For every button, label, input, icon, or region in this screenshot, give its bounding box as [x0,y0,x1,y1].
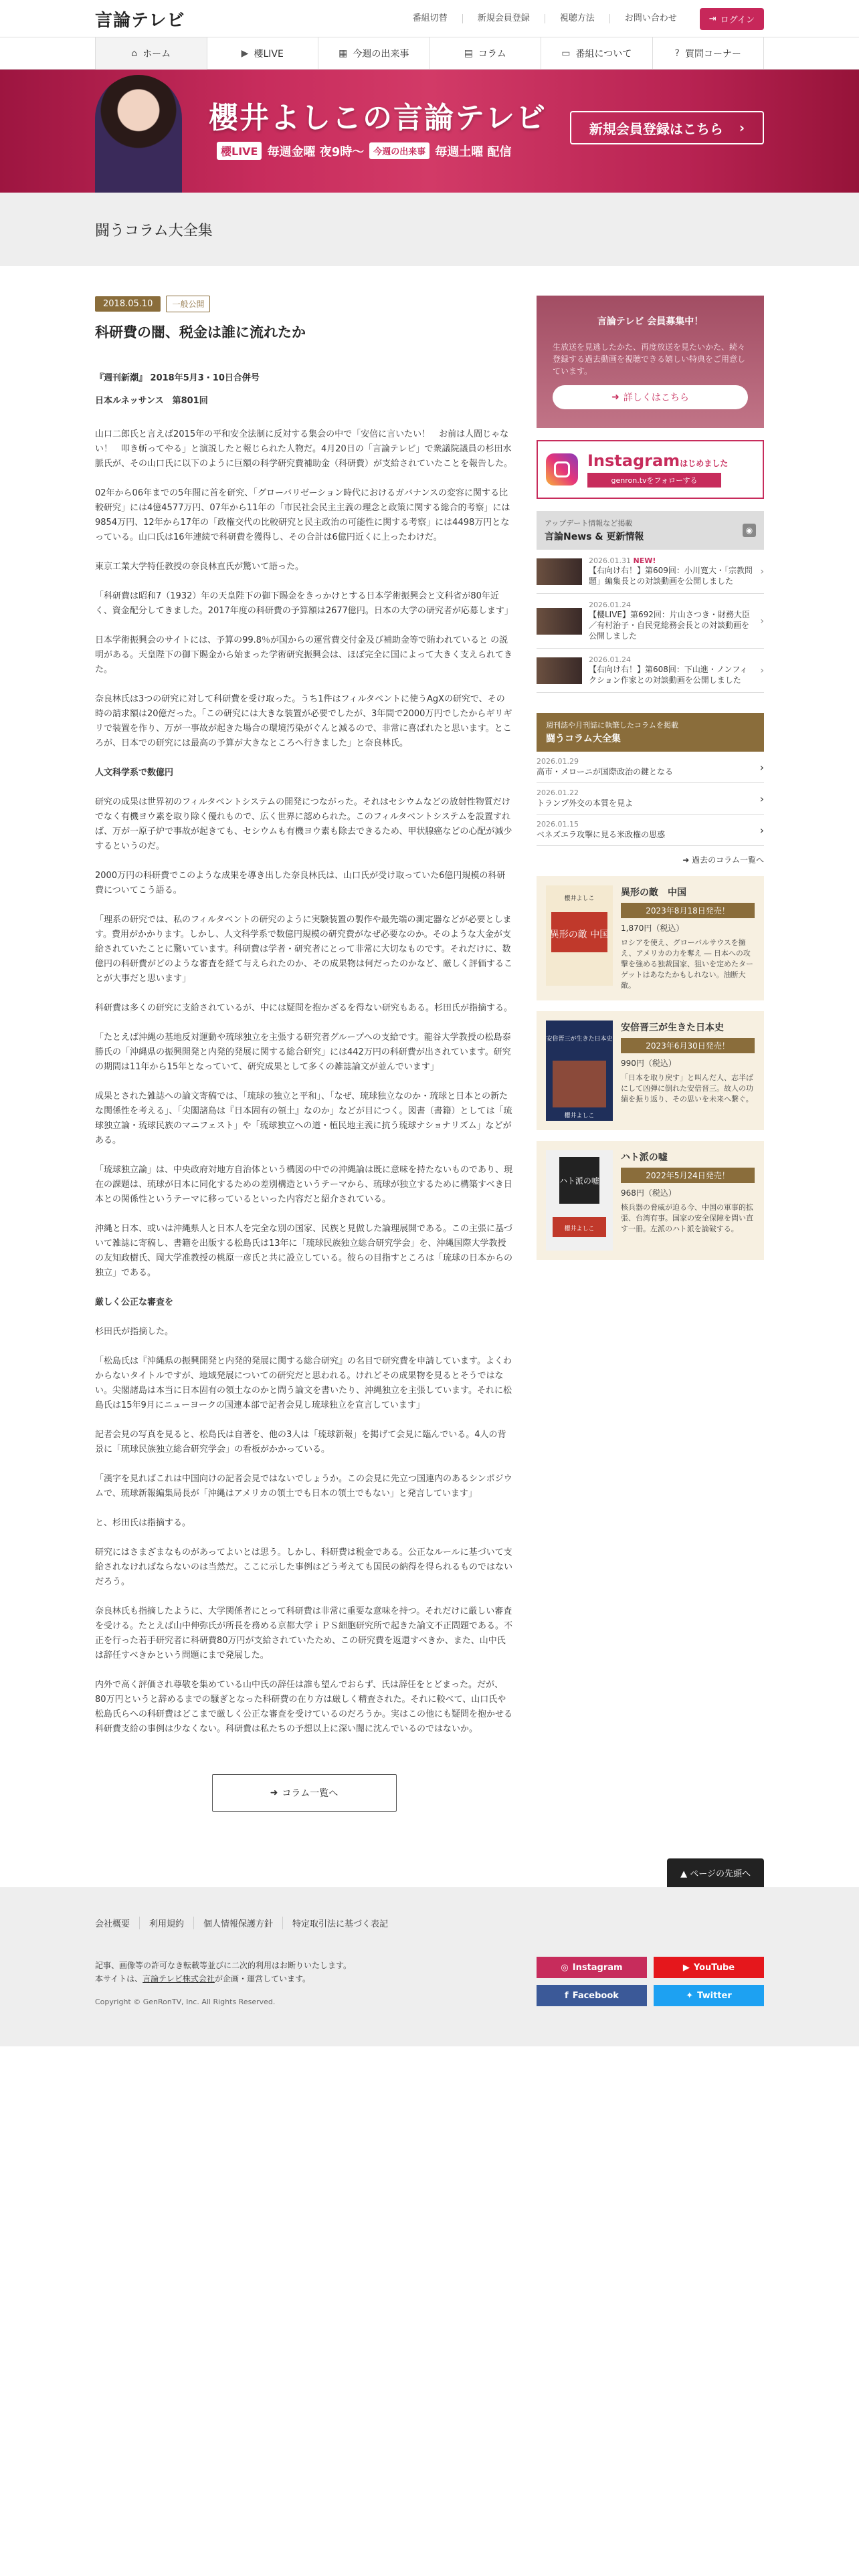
arrow-circle-icon: ➜ [611,392,619,403]
article-title: 科研費の闇、税金は誰に流れたか [95,324,306,340]
book-price: 968円（税込） [621,1188,676,1198]
nav-about[interactable]: ▭ 番組について [541,37,652,70]
news-thumbnail [537,608,582,635]
link-signup[interactable]: 新規会員登録 [462,14,545,23]
column-item[interactable]: 2026.01.15 ベネズエラ攻撃に見る米政権の思惑 › [537,815,764,846]
article-lead: 『週刊新潮』 2018年5月3・10日合併号 日本ルネッサンス 第801回 [95,373,260,406]
article [95,296,513,1812]
article-paragraph: 奈良林氏も指摘したように、大学関係者にとって科研費は非常に重要な意味を持つ。それだけに厳しい審査を受ける。たとえば山中伸弥氏が所長を務める京都大学ｉＰＳ細胞研究所で起きた論文不正問題である。不正を行った若手研究者に科研費80万円が支給されていたため、この研究費を返還すべきか、また、山中氏は辞任すべきかという問題にまで発展した。 [95,1606,513,1660]
page-title: 闘うコラム大全集 [95,222,213,239]
monitor-icon: ▭ [561,48,571,59]
instagram-follow: genron.tvをフォローする [587,473,721,488]
column-list-button[interactable]: ➜ コラム一覧へ [212,1774,397,1812]
facebook-button[interactable]: f Facebook [537,1985,647,2006]
global-nav [0,37,859,70]
facebook-icon: f [565,1990,569,2001]
login-icon: ⇥ [708,13,717,24]
social-buttons [537,1957,764,2006]
arrow-up-icon: ▲ [680,1869,688,1879]
article-paragraph: 「科研費は昭和7（1932）年の天皇陛下の御下賜金をきっかけとする日本学術振興会と文科省が80年近く、資金配分してきました。2017年度の科研費の予算額は2677億円。日本の大学の研究者が応募します」 [95,591,513,616]
book-desc: 「日本を取り戻す」と叫んだ人、志半ばにして凶弾に倒れた安倍晋三。故人の功績を振り返り、その思いを未来へ繋ぐ。 [621,1073,753,1103]
chevron-right-icon: › [759,823,764,837]
book-date: 2023年6月30日発売！ [621,1038,755,1053]
company-link[interactable]: 言論テレビ株式会社 [142,1974,215,1983]
calendar-icon: ▦ [339,48,348,59]
news-thumbnail [537,558,582,585]
book-cover-author: 櫻井よしこ [564,895,595,902]
column-item[interactable]: 2026.01.22 トランプ外交の本質を見よ › [537,783,764,815]
article-paragraph: 成果とされた雑誌への論文寄稿では、「琉球の独立と平和」、「なぜ、琉球独立なのか・琉球と日本との新たな関係性を考える」、「尖閣諸島は『日本固有の領土』なのか」などが目につく。図書（書籍）としては「琉球独立論・琉球民族のマニフェスト」や「琉球独立への道・植民地主義に抗う琉球ナショナリズム」などがある。 [95,1091,512,1146]
link-program-switch[interactable]: 番組切替 [412,13,448,23]
article-paragraph: 「琉球独立論」は、中央政府対地方自治体という構図の中での沖縄論は既に意味を持たないものであり、現在の課題は、琉球が日本に同化するための差別構造というテーマから、琉球が独立するために構築すべき日本との関係性というテーマに移っているといった内容だと紹介されている。 [95,1165,513,1204]
footer-links [95,1917,397,1929]
article-paragraph: 「漢字を見ればこれは中国向けの記者会見ではないでしょうか。この会見に先立つ国連内のあるシンポジウムで、琉球新報編集局長が「沖縄はアメリカの領土でも日本の領土でもない」と発言しています」 [95,1474,512,1499]
article-paragraph: 東京工業大学特任教授の奈良林直氏が驚いて語った。 [95,562,304,572]
book-cover-title: ハト派の嘘 [559,1176,599,1186]
book-cover-title: 異形の敵 中国 [549,930,609,940]
nav-column[interactable]: ▤ コラム [430,37,541,70]
article-tag: 一般公開 [166,296,210,312]
news-item[interactable]: 2026.01.24 【右向け右！】第608回：下山進・ノンフィクション作家との対談動画を公開しました › [537,649,764,693]
link-contact[interactable]: お問い合わせ [609,14,692,23]
instagram-icon [546,453,578,486]
article-date: 2018.05.10 [95,296,161,312]
book-price: 1,870円（税込） [621,924,684,933]
chevron-right-icon: › [760,615,764,627]
instagram-banner[interactable]: Instagramはじめました genron.tvをフォローする [537,440,764,499]
book-desc: ロシアを使え、グローバルサウスを擁え、アメリカの力を奪え ― 日本への攻撃を強める独裁国家、狙いを定めたターゲットはあなたかもしれない。油断大敵。 [621,938,753,990]
book-title: 安倍晋三が生きた日本史 [621,1023,724,1033]
article-paragraph: 杉田氏が指摘した。 [95,1327,174,1337]
article-paragraph: 沖縄と日本、或いは沖縄県人と日本人を完全な別の国家、民族と見做した論理展開である。この主張に基づいて雑誌に寄稿し、書籍を出版する松島氏は13年に「琉球民族独立総合研究学会」を、沖縄国際大学教授の友知政樹氏、岡大学准教授の桃原一彦氏と共に設立している。彼らの目指すところは「琉球の日本からの独立」である。 [95,1224,513,1278]
article-paragraph: 研究の成果は世界初のフィルタベントシステムの開発につながった。それはセシウムなどの放射性物質だけでなく有機ヨウ素を取り除く優れもので、広く世界に認められた。このフィルタベントシステムを設置すれば、万が一原子炉で事故が起きても、セシウムも有機ヨウ素も除去できるため、甲状腺癌などの心配が減少するというのだ。 [95,797,512,851]
article-paragraph: と、杉田氏は指摘する。 [95,1518,191,1528]
top-bar [0,0,859,37]
member-detail-button[interactable]: ➜ 詳しくはこちら [553,385,748,409]
book-cover [546,885,613,986]
week-time: 毎週土曜 配信 [435,144,512,159]
nav-sakura-live[interactable]: ▶ 櫻LIVE [207,37,318,70]
book-card[interactable] [537,1141,764,1260]
member-recruit-box [537,296,764,428]
book-cover-title: 安倍晋三が生きた日本史 [546,1036,613,1043]
book-cover [546,1150,613,1251]
article-paragraph: 科研費は多くの研究に支給されているが、中には疑問を抱かざるを得ない研究もある。杉田氏が指摘する。 [95,1003,513,1013]
article-paragraph: 02年から06年までの5年間に首を研究、「グローバリゼーション時代におけるガバナンスの変容に関する比較研究」には4億4577万円、07年から11年の「市民社会民主主義の理念と政策に関する総合的考察」には9854万円、12年から17年の「政権交代の比較研究と民主政治の可能性に関する考察」には4498万円となっている。山口氏は16年連続で科研費を獲得し、その合計は6億円近くに上ったわけだ。 [95,488,510,542]
book-cover [546,1021,613,1121]
youtube-button[interactable]: ▶ YouTube [654,1957,764,1978]
chevron-right-icon: › [760,566,764,577]
chevron-right-icon: › [760,665,764,676]
page-top-button[interactable]: ▲ ページの先頭へ [667,1858,764,1887]
article-subheading: 人文科学系で数億円 [95,768,174,778]
host-portrait [95,75,182,193]
article-paragraph: 「たとえば沖縄の基地反対運動や琉球独立を主張する研究者グループへの支給です。龍谷大学教授の松島泰勝氏の「沖縄県の振興開発と内発的発展に関する総合研究」には442万円の科研費が出されています。研究の期間は11年から15年となっていて、研究成果として多くの雑誌論文が並んでいます」 [95,1033,511,1072]
link-how-to-watch[interactable]: 視聴方法 [545,14,609,23]
hero-schedule [217,142,512,160]
article-paragraph: 内外で高く評価され尊敬を集めている山中氏の辞任は誰も望んでおらず、氏は辞任をとどまった。だが、80万円というと辞めるまでの騒ぎとなった科研費の在り方は厳しく精査された。それに較べて、山口氏や松島氏らへの科研費はどこまで厳しく公正な審査を受けているのだろうか。実はこの他にも疑問を抱かせる科研費支給の事例は少なくない。科研費は私たちの予想以上に深い闇に沈んでいるのではないか。 [95,1680,513,1734]
book-card[interactable] [537,1011,764,1130]
footer-link-commerce[interactable]: 特定取引法に基づく表記 [282,1917,397,1929]
article-paragraph: 2000万円の科研費でこのような成果を導き出した奈良林氏は、山口氏が受け取っていた6億円規模の科研費についてこう語る。 [95,871,506,895]
footer-link-terms[interactable]: 利用規約 [139,1917,193,1929]
arrow-circle-icon: ➜ [682,855,690,865]
twitter-button[interactable]: ✦ Twitter [654,1985,764,2006]
article-paragraph: 記者会見の写真を見ると、松島氏は自著を、他の3人は「琉球新報」を掲げて会見に臨んでいる。4人の背景に「琉球民族独立総合研究学会」の看板がかかっている。 [95,1430,506,1455]
book-title: ハト派の嘘 [621,1152,668,1163]
chevron-right-icon: › [759,760,764,774]
instagram-icon: ◎ [561,1962,569,1973]
live-badge: 櫻LIVE [217,142,262,160]
youtube-icon: ▶ [682,1962,690,1973]
news-thumbnail [537,657,582,684]
footer-link-privacy[interactable]: 個人情報保護方針 [193,1917,282,1929]
copyright: Copyright © GenRonTV, Inc. All Rights Reserved. [95,1998,276,2006]
arrow-circle-icon: ➜ [270,1788,278,1798]
member-title: 言論テレビ 会員募集中！ [597,316,704,327]
hero-banner [0,70,859,193]
footer-link-company[interactable]: 会社概要 [95,1919,130,1929]
past-columns-link[interactable]: ➜ 過去のコラム一覧へ [682,855,764,865]
twitter-icon: ✦ [686,1990,694,2001]
book-cover-author: 櫻井よしこ [564,1226,595,1232]
login-label: ログイン [720,15,755,25]
sidebar [537,296,764,1812]
home-icon: ⌂ [131,48,138,59]
column-item[interactable]: 2026.01.29 高市・メローニが国際政治の鍵となる › [537,752,764,783]
article-paragraph: 山口二郎氏と言えば2015年の平和安全法制に反対する集会の中で「安倍に言いたい！ お前は人間じゃない！ 叩き斬ってやる」と演説したと報じられた人物だ。4月20日の「言論テレビ」で衆議院議員の杉田水脈氏が、その山口氏に以下のように巨額の科学研究費補助金（科研費）が支給されていたことを報告した。 [95,429,513,469]
book-price: 990円（税込） [621,1059,676,1068]
article-paragraph: 「理系の研究では、私のフィルタベントの研究のように実験装置の製作や最先端の測定器などが必要とします。費用がかかります。しかし、人文科学系で数億円規模の研究費がなぜ必要なのか。そのような大金が支給されていたことに驚いています。科研費は学者・研究者にとって非常に大切なものです。それだけに、数億円の科研費がどのような審査を経て与えられたのか、その成果物は何だったのかなど、厳しく評価することが大事だと思います」 [95,915,513,984]
chevron-right-icon: › [739,120,745,136]
page-title-bar [0,193,859,266]
book-date: 2022年5月24日発売！ [621,1168,755,1183]
article-subheading: 厳しく公正な審査を [95,1297,174,1307]
hero-title: 櫻井よしこの言論テレビ [209,101,547,135]
question-icon: ? [674,48,680,59]
hero-signup-button[interactable]: 新規会員登録はこちら › [570,111,764,144]
chevron-right-icon: › [759,792,764,805]
document-icon: ▤ [464,48,473,59]
book-cover-author: 櫻井よしこ [564,1113,595,1119]
column-header: 週刊誌や月刊誌に執筆したコラムを掲載 闘うコラム大全集 [537,713,764,752]
article-paragraph: 奈良林氏は3つの研究に対して科研費を受け取った。うち1件はフィルタベントに使うAgXの研究で、その時の請求額は20億だった。「この研究には大きな装置が必要でしたが、3年間で2000万円でしたからギリギリで装置を作り、万が一事故が起きた場合の環境汚染がぐんと減るので、非常に喜ばれたと思います。ところが、日本での研究には最高の予算が大きなところへ行きました」と奈良林氏。 [95,694,512,748]
article-paragraph: 日本学術振興会のサイトには、予算の99.8％が国からの運営費交付金及び補助金等で賄われていると の説明がある。天皇陛下の御下賜金から始まった学術研究振興会は、ほぼ完全に国によって大きく支えられてきた。 [95,635,513,675]
footer [0,1887,859,2046]
book-title: 異形の敵 中国 [621,887,686,898]
nav-weekly-events[interactable]: ▦ 今週の出来事 [318,37,430,70]
news-header: アップデート情報など掲載 言論News & 更新情報 ◉ [537,511,764,550]
rss-icon[interactable]: ◉ [743,524,756,537]
footer-note: 記事、画像等の許可なき転載等並びに二次的利用はお断りいたします。 本サイトは、言論テレビ株式会社が企画・運営しています。 [95,1961,352,1983]
article-body [95,427,513,1737]
article-paragraph: 研究にはさまざまなものがあってよいとは思う。しかし、科研費は税金である。公正なルールに基づいて支給されなければならないのは当然だ。ここに示した事例はどう考えても国民の納得を得られるものではないだろう。 [95,1547,513,1587]
book-date: 2023年8月18日発売！ [621,903,755,918]
news-item[interactable]: 2026.01.24 【櫻LIVE】第692回：片山さつき・財務大臣／有村治子・自民党総務会長との対談動画を公開しました › [537,594,764,649]
site-logo[interactable]: 言論テレビ [95,10,185,31]
book-desc: 核兵器の脅威が迫る今、中国の軍事的拡張、台湾有事。国家の安全保障を問い直す一冊。左派のハト派を論破する。 [621,1203,753,1233]
login-button[interactable] [700,8,764,30]
article-paragraph: 「松島氏は『沖縄県の振興開発と内発的発展に関する総合研究』の名目で研究費を申請しています。よくわからないタイトルですが、地域発展についての研究だと思われる。けれどその成果物を見るとそうではない。尖閣諸島は本当に日本固有の領土なのかと問う論文を書いたり、沖縄独立を主張しています。それに松島氏は15年9月にニューヨークの国連本部で記者会見し琉球独立を宣言しています」 [95,1356,512,1410]
video-icon: ▶ [241,48,249,59]
week-badge: 今週の出来事 [369,142,430,159]
news-item[interactable]: 2026.01.31 NEW! 【右向け右！】第609回：小川寛大・「宗教問題」編集長との対談動画を公開しました › [537,550,764,594]
book-card[interactable] [537,876,764,1000]
instagram-button[interactable]: ◎ Instagram [537,1957,647,1978]
top-links [398,8,764,30]
nav-home[interactable]: ⌂ ホーム [95,37,207,70]
nav-questions[interactable]: ? 質問コーナー [652,37,765,70]
member-desc: 生放送を見逃したかた、再度放送を見たいかた、続々登録する過去動画を視聴できる嬉しい特典をご用意しています。 [553,342,746,376]
live-time: 毎週金曜 夜9時〜 [267,144,365,159]
